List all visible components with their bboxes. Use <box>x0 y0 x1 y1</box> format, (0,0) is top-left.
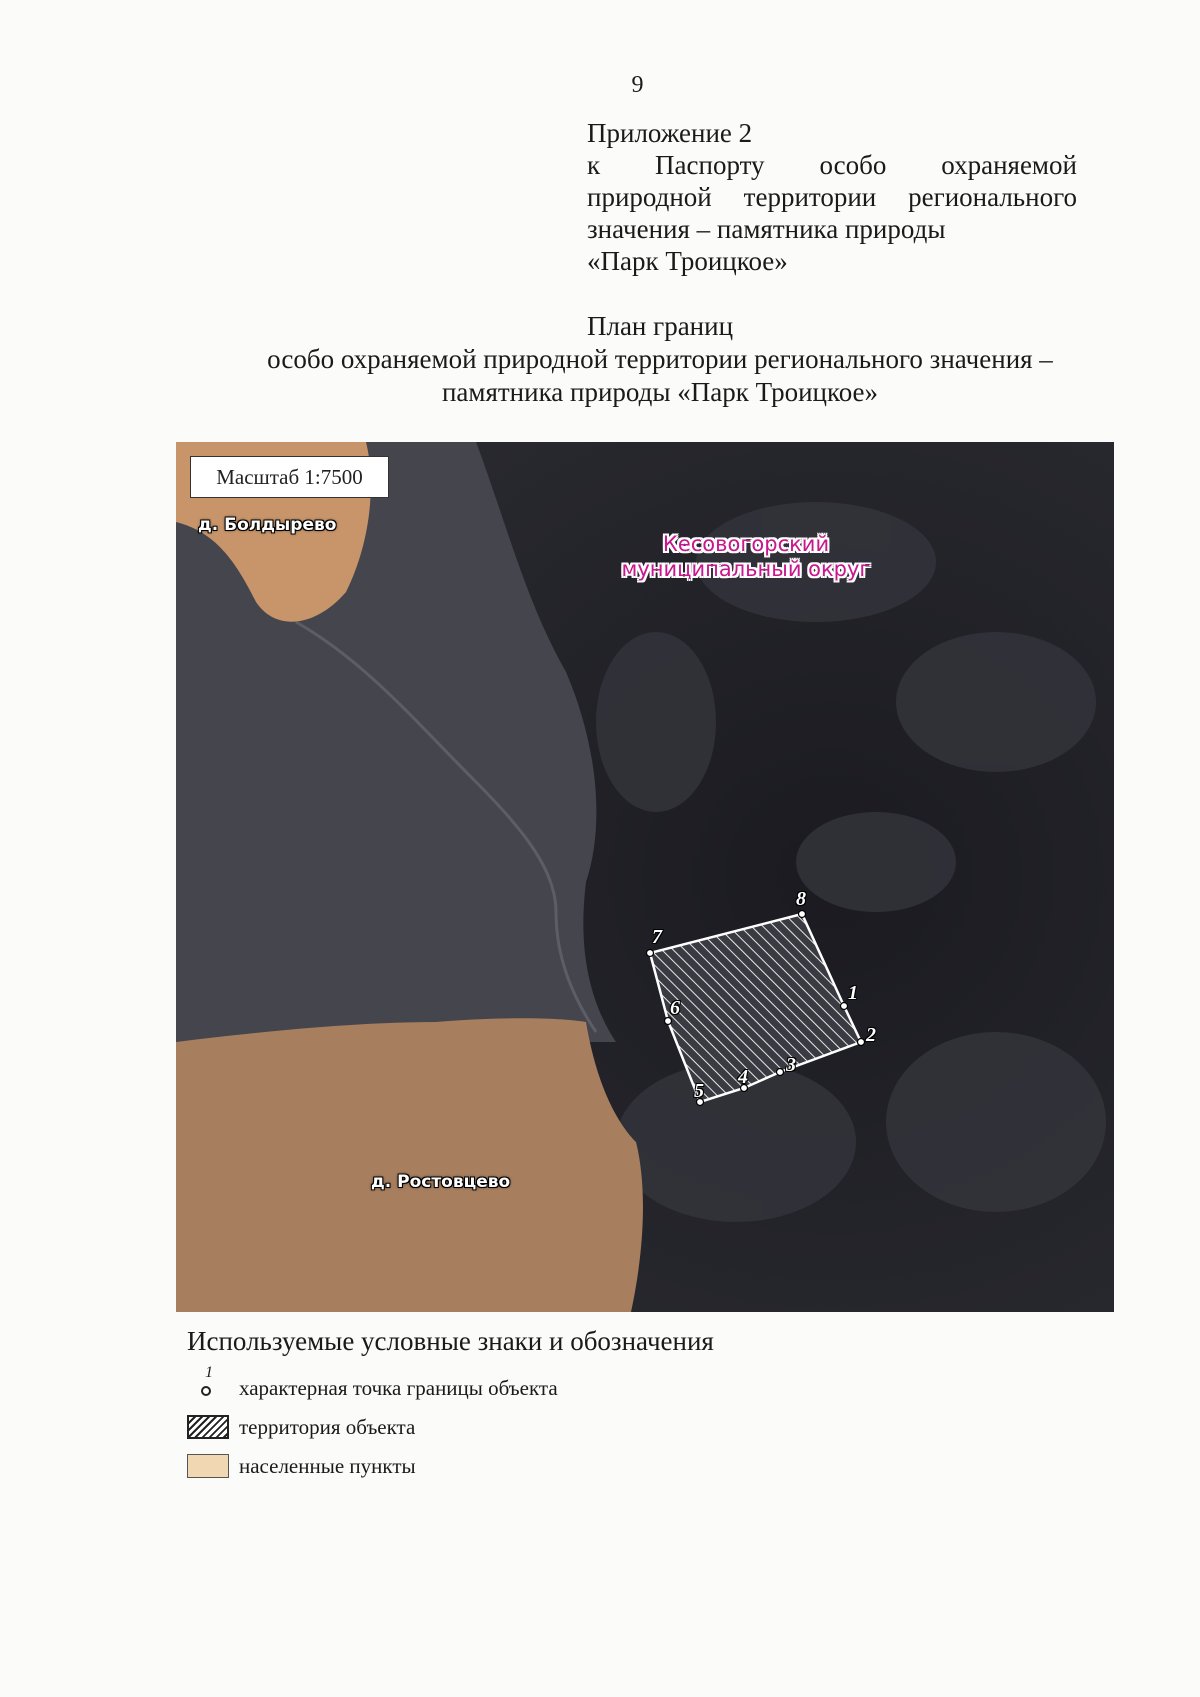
district-label-line-2: муниципальный округ <box>621 557 871 581</box>
point-label-8: 8 <box>796 888 806 910</box>
settlement-rostovtsevo <box>176 1018 643 1312</box>
boundary-map <box>176 442 1114 1312</box>
village-label-rostovtsevo: д. Ростовцево <box>371 1172 511 1192</box>
district-label-line-1: Кесовогорский <box>662 532 830 556</box>
scale-label: Масштаб 1:7500 <box>190 456 389 498</box>
word: особо <box>819 150 887 180</box>
point-label-2: 2 <box>866 1024 876 1046</box>
point-label-3: 3 <box>786 1054 796 1076</box>
plan-title-line-1: План границ <box>586 311 734 341</box>
boundary-point-1 <box>841 1003 848 1010</box>
plan-title-line-2: особо охраняемой природной территории регионального значения – <box>267 344 1053 374</box>
appendix-line-5: «Парк Троицкое» <box>587 246 788 276</box>
legend-item-territory <box>187 1413 415 1441</box>
district-label <box>606 532 886 582</box>
appendix-header <box>587 117 1077 277</box>
boundary-point-7 <box>647 950 654 957</box>
legend-title: Используемые условные знаки и обозначения <box>187 1326 714 1356</box>
boundary-point-icon-number: 1 <box>205 1364 213 1381</box>
word: Паспорту <box>655 150 765 180</box>
appendix-line-4: значения – памятника природы <box>587 214 946 244</box>
appendix-line-1: Приложение 2 <box>587 118 753 148</box>
village-label-boldyrevo: д. Болдырево <box>198 515 337 535</box>
legend-label: характерная точка границы объекта <box>239 1375 558 1400</box>
word: регионального <box>908 182 1077 212</box>
legend-item-settlements <box>187 1452 416 1480</box>
hatched-area-icon <box>187 1415 229 1439</box>
point-label-6: 6 <box>670 997 680 1019</box>
word: территории <box>743 182 877 212</box>
appendix-line-2 <box>587 149 1077 181</box>
legend-label: территория объекта <box>239 1414 416 1439</box>
legend-label: населенные пункты <box>239 1453 416 1478</box>
page-number: 9 <box>631 72 644 98</box>
settlement-fill-icon <box>187 1454 229 1478</box>
plan-title-line-3: памятника природы «Парк Троицкое» <box>441 377 879 407</box>
boundary-point-8 <box>799 911 806 918</box>
word: природной <box>587 182 712 212</box>
legend-item-boundary-point <box>187 1364 558 1402</box>
point-label-4: 4 <box>738 1066 748 1088</box>
word: охраняемой <box>941 150 1077 180</box>
word: к <box>587 150 601 180</box>
point-label-1: 1 <box>848 982 858 1004</box>
boundary-point-2 <box>858 1039 865 1046</box>
plan-title <box>180 310 1140 409</box>
appendix-line-3 <box>587 181 1077 213</box>
boundary-point-3 <box>777 1069 784 1076</box>
point-label-5: 5 <box>694 1080 704 1102</box>
point-label-7: 7 <box>652 926 662 948</box>
boundary-point-icon <box>187 1364 229 1400</box>
